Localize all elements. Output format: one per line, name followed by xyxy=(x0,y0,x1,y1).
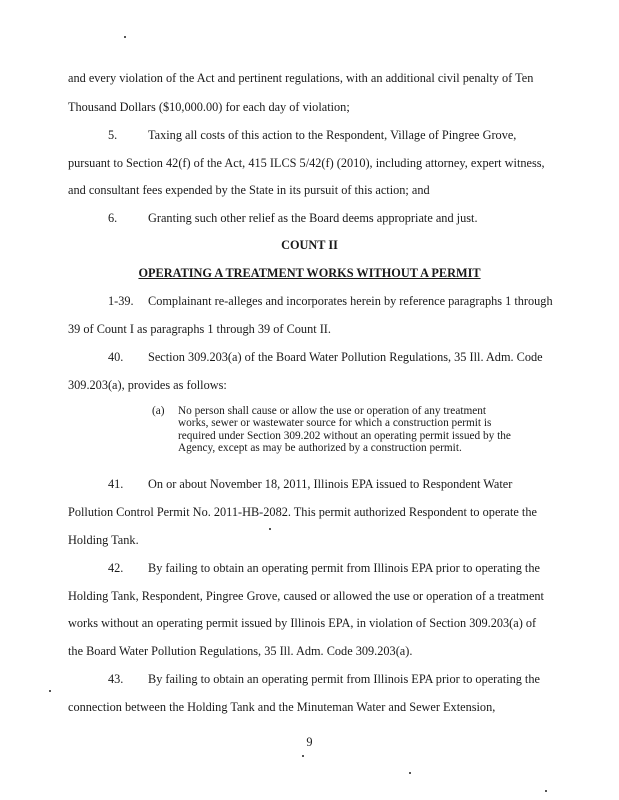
scan-speck xyxy=(409,772,411,774)
block-quote xyxy=(152,405,532,457)
paragraph-40-text: Section 309.203(a) of the Board Water Pollution Regulations, 35 Ill. Adm. Code xyxy=(148,350,543,364)
scan-speck xyxy=(302,755,304,757)
paragraph-41-number: 41. xyxy=(108,477,124,491)
paragraph-42-number: 42. xyxy=(108,561,124,575)
paragraph-41-text: On or about November 18, 2011, Illinois EPA issued to Respondent Water xyxy=(148,477,513,491)
scan-speck xyxy=(269,528,271,530)
paragraph-1-39-number: 1-39. xyxy=(108,294,134,308)
paragraph-5-text: Taxing all costs of this action to the Respondent, Village of Pingree Grove, xyxy=(148,128,517,142)
paragraph-1-39-line-2: 39 of Count I as paragraphs 1 through 39 of Count II. xyxy=(68,322,331,336)
paragraph-5-line-2: pursuant to Section 42(f) of the Act, 415 ILCS 5/42(f) (2010), including attorney, expert witness, xyxy=(68,156,545,170)
paragraph-5-number: 5. xyxy=(108,128,118,142)
scan-speck xyxy=(124,36,126,38)
paragraph-6-number: 6. xyxy=(108,211,118,225)
paragraph-42-line-1 xyxy=(108,561,540,575)
paragraph-42-text: By failing to obtain an operating permit from Illinois EPA prior to operating the xyxy=(148,561,540,575)
paragraph-1-39-text: Complainant re-alleges and incorporates herein by reference paragraphs 1 through xyxy=(148,294,553,308)
paragraph-42-line-4: the Board Water Pollution Regulations, 35 Ill. Adm. Code 309.203(a). xyxy=(68,644,413,658)
paragraph-40-line-1 xyxy=(108,350,543,364)
p1-line-1: and every violation of the Act and pertinent regulations, with an additional civil penalty of Ten xyxy=(68,71,534,85)
paragraph-42-line-2: Holding Tank, Respondent, Pingree Grove, caused or allowed the use or operation of a treatment xyxy=(68,589,544,603)
paragraph-5-line-3: and consultant fees expended by the State in its pursuit of this action; and xyxy=(68,183,430,197)
paragraph-43-line-2: connection between the Holding Tank and the Minuteman Water and Sewer Extension, xyxy=(68,700,496,714)
paragraph-6-line-1 xyxy=(108,211,478,225)
quote-line-1: No person shall cause or allow the use or operation of any treatment xyxy=(178,405,487,417)
paragraph-41-line-3: Holding Tank. xyxy=(68,533,139,547)
paragraph-41-line-1 xyxy=(108,477,512,491)
scan-speck xyxy=(49,690,51,692)
count-subheading: OPERATING A TREATMENT WORKS WITHOUT A PERMIT xyxy=(138,266,481,280)
paragraph-40-line-2: 309.203(a), provides as follows: xyxy=(68,378,227,392)
quote-label: (a) xyxy=(152,405,165,417)
paragraph-1-39-line-1 xyxy=(108,294,553,308)
paragraph-5-line-1 xyxy=(108,128,516,142)
quote-line-4: Agency, except as may be authorized by a construction permit. xyxy=(178,442,462,455)
paragraph-41-line-2: Pollution Control Permit No. 2011-HB-2082. This permit authorized Respondent to operate the xyxy=(68,505,537,519)
scan-speck xyxy=(545,790,547,792)
count-heading: COUNT II xyxy=(281,238,338,252)
quote-line-2: works, sewer or wastewater source for which a construction permit is xyxy=(178,417,492,430)
paragraph-42-line-3: works without an operating permit issued by Illinois EPA, in violation of Section 309.203(a) of xyxy=(68,616,537,630)
quote-line-3: required under Section 309.202 without an operating permit issued by the xyxy=(178,429,511,442)
paragraph-40-number: 40. xyxy=(108,350,124,364)
p1-line-2: Thousand Dollars ($10,000.00) for each day of violation; xyxy=(68,100,350,114)
paragraph-43-text: By failing to obtain an operating permit from Illinois EPA prior to operating the xyxy=(148,672,540,686)
paragraph-43-number: 43. xyxy=(108,672,124,686)
paragraph-6-text: Granting such other relief as the Board deems appropriate and just. xyxy=(148,211,478,225)
page-number: 9 xyxy=(306,735,313,749)
paragraph-43-line-1 xyxy=(108,672,540,686)
